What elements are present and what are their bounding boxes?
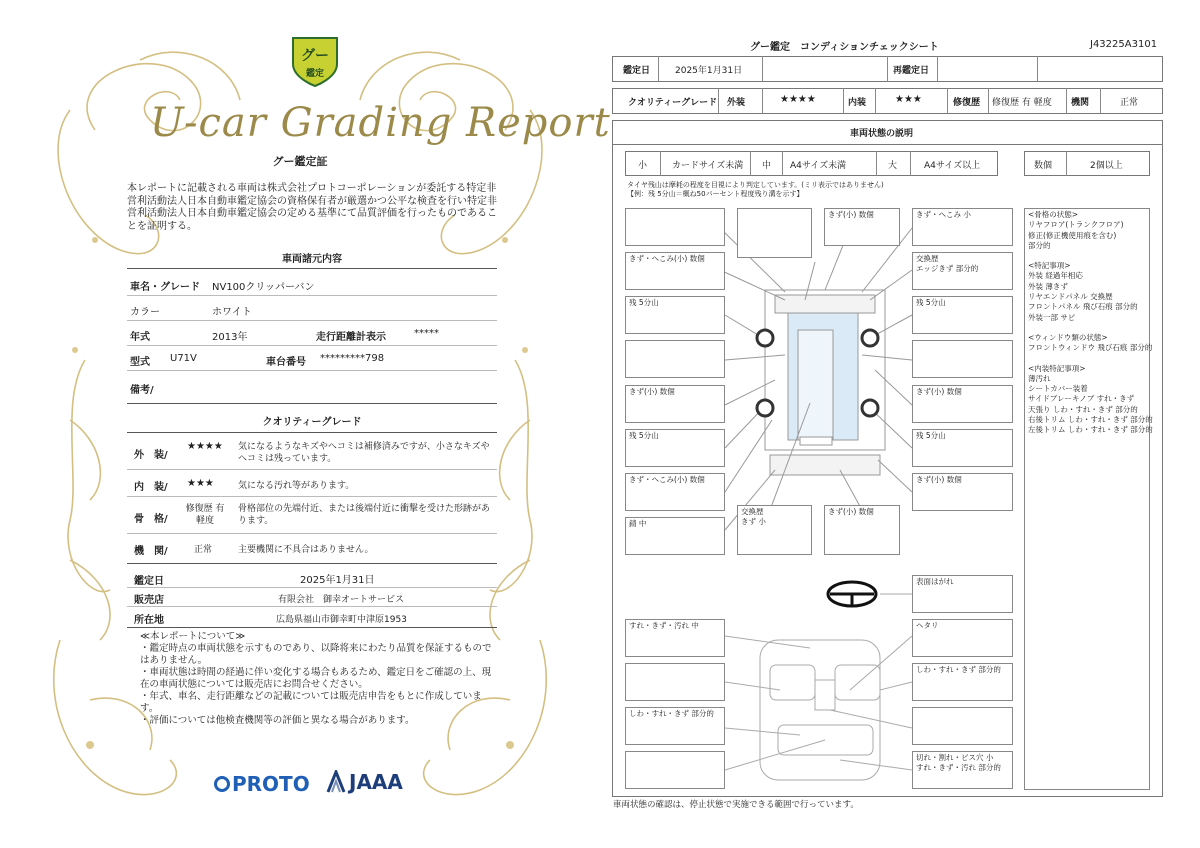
divider	[127, 469, 497, 470]
notes-title: ≪本レポートについて≫	[140, 631, 246, 642]
car-name-value: NV100クリッパーバン	[212, 282, 315, 293]
note-item: ・鑑定時点の車両状態を示すものであり、以降将来にわたり品質を保証するものではありません。	[140, 643, 492, 666]
year-value: 2013年	[212, 332, 248, 343]
divider	[127, 606, 497, 607]
note-item: ・車両状態は時間の経過に伴い変化する場合もあるため、鑑定日をご確認の上、現在の車両状態については販売店にお問合せください。	[140, 667, 492, 690]
specs-heading: 車両諸元内容	[282, 254, 342, 265]
date-value: 2025年1月31日	[300, 575, 375, 586]
frame-label: 骨 格/	[134, 514, 168, 525]
exterior-detail-box: 残 5分山	[625, 296, 725, 334]
certificate-title: グー鑑定証	[272, 155, 328, 168]
exterior-detail-box: きず(小) 数個	[824, 208, 900, 246]
interior-detail-box	[912, 707, 1013, 745]
divider	[127, 563, 497, 564]
int-label: 内装	[848, 98, 867, 108]
engine-label: 機関	[1071, 98, 1090, 108]
remarks-label: 備考/	[130, 385, 154, 396]
tire-example: 【例：残 5分山＝概ね50パーセント程度残り溝を示す】	[627, 190, 804, 198]
steering-wheel-icon	[828, 582, 876, 606]
interior-detail-box: ヘタリ	[912, 619, 1013, 657]
quality-label: クオリティーグレード	[628, 98, 718, 108]
divider	[127, 345, 497, 346]
repair-value: 修復歴 有 軽度	[992, 98, 1052, 108]
certificate-body: 本レポートに記載される車両は株式会社プロトコーポレーションが委託する特定非営利活動法人日本自動車鑑定協会の資格保有者が厳選かつ公平な検査を行い特定非営利活動法人日本自動車鑑定協会の定める基準にて品質評価を行ったものであることを証明する。	[127, 183, 497, 232]
divider	[127, 432, 497, 433]
exterior-detail-box: きず(小) 数個	[912, 385, 1013, 423]
exterior-detail-box: きず・へこみ(小) 数個	[625, 473, 725, 511]
proto-mark-icon	[214, 776, 230, 792]
divider	[127, 587, 497, 588]
interior-label: 内 装/	[134, 482, 168, 493]
exterior-detail-box	[737, 208, 812, 258]
report-notes	[140, 631, 500, 727]
interior-detail-box: すれ・きず・汚れ 中	[625, 619, 725, 657]
frame-value: 修復歴 有 軽度	[185, 504, 234, 526]
exterior-detail-box: きず・へこみ 小	[912, 208, 1013, 246]
divider	[127, 496, 497, 497]
exterior-detail-box	[625, 340, 725, 378]
engine-value: 正常	[1120, 98, 1139, 108]
proto-logo	[214, 772, 310, 796]
exterior-detail-box: きず(小) 数個	[625, 385, 725, 423]
size-mid: 中	[762, 161, 772, 171]
exterior-stars: ★★★★	[187, 441, 223, 452]
divider	[127, 403, 497, 404]
size-small-desc: カードサイズ未満	[672, 161, 744, 171]
divider	[127, 627, 497, 628]
count-desc: 2個以上	[1090, 161, 1123, 171]
exterior-detail-box: きず・へこみ(小) 数個	[625, 252, 725, 290]
recheck-label: 再鑑定日	[893, 66, 930, 76]
model-label: 型式	[130, 357, 150, 368]
chassis-value: *********798	[320, 353, 385, 364]
sheet-title: グー鑑定 コンディションチェックシート	[750, 42, 939, 53]
interior-detail-box: しわ・すれ・きず 部分的	[912, 663, 1013, 701]
exterior-detail-box: 交換歴 エッジきず 部分的	[912, 252, 1013, 290]
divider	[127, 533, 497, 534]
exterior-detail-box: 交換歴 きず 小	[737, 505, 812, 555]
year-label: 年式	[130, 332, 150, 343]
interior-detail-box: しわ・すれ・きず 部分的	[625, 707, 725, 745]
shield-icon	[289, 34, 341, 88]
size-small: 小	[638, 161, 648, 171]
ext-stars: ★★★★	[780, 94, 816, 105]
model-value: U71V	[170, 353, 197, 364]
exterior-detail-box	[625, 208, 725, 246]
exterior-desc: 気になるようなキズやヘコミは補修済みですが、小さなキズやヘコミは残っています。	[238, 442, 490, 464]
interior-detail-box: 表面はがれ	[912, 575, 1013, 613]
date-label: 鑑定日	[623, 66, 651, 76]
jaaa-logo-text: JAAA	[349, 770, 403, 794]
exterior-detail-box: きず(小) 数個	[912, 473, 1013, 511]
interior-detail-box	[625, 751, 725, 789]
ext-label: 外装	[727, 98, 746, 108]
divider	[127, 370, 497, 371]
interior-desc: 気になる汚れ等があります。	[238, 481, 355, 491]
size-large-desc: A4サイズ以上	[924, 161, 981, 171]
mileage-value: *****	[414, 328, 439, 339]
svg-text:鑑定: 鑑定	[305, 69, 325, 79]
engine-label: 機 関/	[134, 546, 168, 557]
interior-detail-box: 切れ・割れ・ビス穴 小 すれ・きず・汚れ 部分的	[912, 751, 1013, 789]
jaaa-logo	[326, 770, 403, 794]
frame-desc: 骨格部位の先端付近、または後端付近に衝撃を受けた形跡があります。	[238, 504, 491, 526]
sheet-id: J43225A3101	[1090, 39, 1158, 50]
color-value: ホワイト	[212, 307, 252, 318]
exterior-detail-box: 残 5分山	[625, 429, 725, 467]
engine-value: 正常	[194, 545, 213, 555]
address-value: 広島県福山市御幸町中津原1953	[276, 615, 407, 625]
repair-label: 修復歴	[953, 98, 981, 108]
interior-detail-box	[625, 663, 725, 701]
quality-heading: クオリティーグレード	[262, 417, 362, 428]
exterior-detail-box: きず(小) 数個	[824, 505, 900, 555]
divider	[127, 268, 497, 269]
condition-check-sheet	[600, 0, 1200, 848]
size-large: 大	[888, 161, 898, 171]
footer-note: 車両状態の確認は、停止状態で実施できる範囲で行っています。	[613, 800, 859, 810]
int-stars: ★★★	[895, 94, 922, 105]
note-item: ・評価については他検査機関等の評価と異なる場合があります。	[140, 715, 415, 726]
date-value: 2025年1月31日	[675, 66, 743, 76]
dealer-value: 有限会社 御幸オートサービス	[278, 595, 405, 605]
count-label: 数個	[1034, 161, 1053, 171]
color-label: カラー	[130, 307, 160, 318]
exterior-detail-box: 錆 中	[625, 517, 725, 555]
report-script-title: U-car Grading Report	[150, 100, 611, 146]
dealer-label: 販売店	[134, 595, 164, 606]
car-name-label: 車名・グレード	[130, 282, 200, 293]
condition-summary: <骨格の状態> リヤフロア(トランクフロア) 修正(修正機使用痕を含む) 部分的 <特記事項> 外装 経過年相応 外装 薄きず リヤエンドパネル 交換歴 フロントパネル 飛び石痕 部分的 外装一部 サビ <ウィンドウ類の状態> フロントウィンドウ 飛び石痕 部分的 <内装特記事項> 薄汚れ シートカバー装着 サイドブレーキノブ すれ・きず 天張り しわ・すれ・きず 部分的 右後トリム しわ・すれ・きず 部分的 左後トリム しわ・すれ・きず 部分的	[1024, 208, 1150, 790]
engine-desc: 主要機関に不具合はありません。	[238, 545, 374, 555]
note-item: ・年式、車名、走行距離などの記載については販売店申告をもとに作成しています。	[140, 691, 482, 714]
exterior-detail-box: 残 5分山	[912, 296, 1013, 334]
mileage-label: 走行距離計表示	[316, 332, 386, 343]
chassis-label: 車台番号	[266, 357, 306, 368]
tire-note: タイヤ残山は摩耗の程度を目視により判定しています。(ミリ表示ではありません)	[627, 181, 884, 189]
exterior-detail-box: 残 5分山	[912, 429, 1013, 467]
jaaa-mark-icon	[326, 770, 346, 794]
proto-logo-text: PROTO	[232, 772, 310, 796]
svg-text:グー: グー	[301, 48, 329, 64]
divider	[127, 295, 497, 296]
exterior-detail-box	[912, 340, 1013, 378]
interior-stars: ★★★	[187, 478, 214, 489]
address-label: 所在地	[134, 615, 164, 626]
goo-badge	[289, 34, 341, 88]
condition-heading: 車両状態の説明	[850, 129, 914, 139]
divider	[127, 320, 497, 321]
date-label: 鑑定日	[134, 576, 164, 587]
size-mid-desc: A4サイズ未満	[790, 161, 847, 171]
exterior-label: 外 装/	[134, 450, 168, 461]
